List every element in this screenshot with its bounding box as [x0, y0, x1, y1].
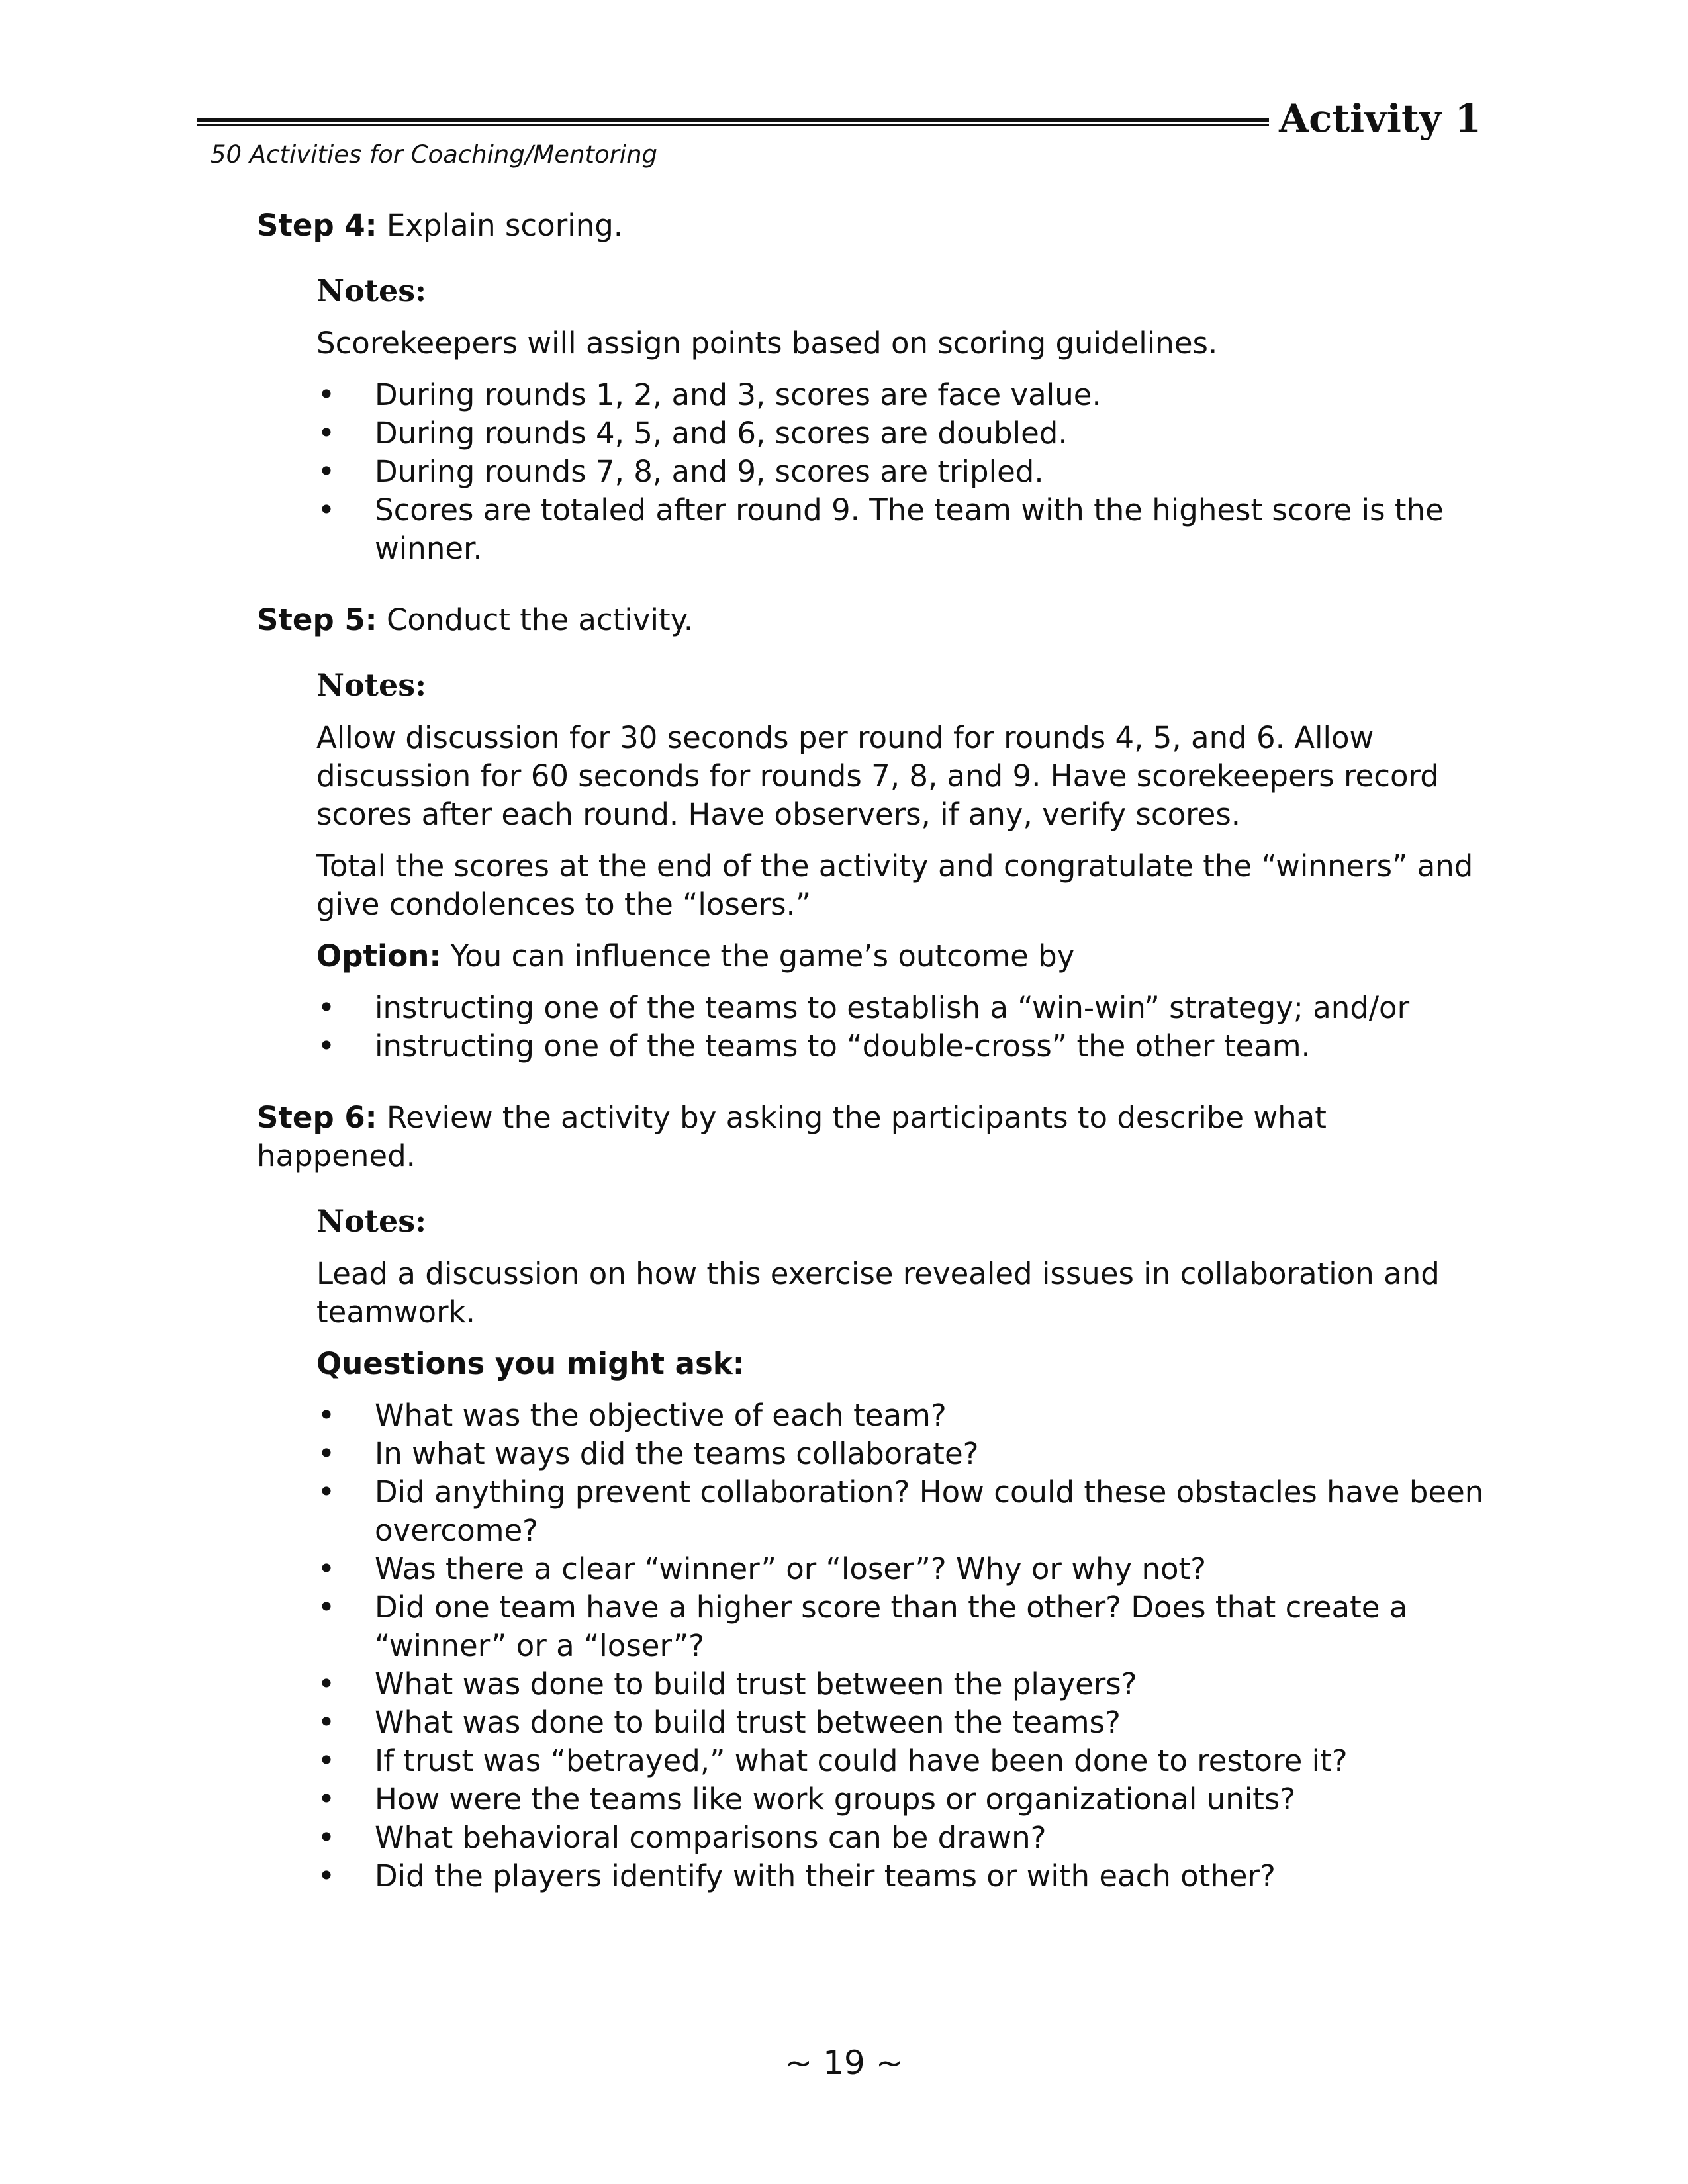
page-content	[257, 206, 1488, 1909]
step-5-label: Step 5:	[257, 602, 377, 637]
step-6-notes	[316, 1202, 1488, 1895]
step-5	[257, 601, 1488, 639]
option-label: Option:	[316, 938, 442, 974]
step-4	[257, 206, 1488, 245]
step-6-notes-heading: Notes:	[316, 1203, 427, 1239]
list-item: • During rounds 1, 2, and 3, scores are face value.	[317, 377, 1102, 412]
list-item: • Was there a clear “winner” or “loser”? Why or why not?	[317, 1551, 1207, 1586]
step-5-bullet-list	[316, 989, 1488, 1066]
list-item: • Did anything prevent collaboration? How could these obstacles have been overcome?	[317, 1475, 1484, 1548]
step-4-bullet-list	[316, 376, 1488, 568]
page-number: ~ 19 ~	[784, 2044, 904, 2082]
list-item: • Scores are totaled after round 9. The team with the highest score is the winner.	[317, 492, 1444, 566]
list-item: • instructing one of the teams to establish a “win-win” strategy; and/or	[317, 990, 1410, 1025]
step-4-text: Explain scoring.	[386, 208, 624, 243]
step-4-notes	[316, 271, 1488, 568]
step-4-notes-heading: Notes:	[316, 273, 427, 308]
list-item: • What behavioral comparisons can be drawn?	[317, 1820, 1047, 1855]
list-item: • During rounds 7, 8, and 9, scores are tripled.	[317, 454, 1044, 489]
step-4-intro: Scorekeepers will assign points based on scoring guidelines.	[316, 326, 1218, 361]
list-item: • During rounds 4, 5, and 6, scores are doubled.	[317, 416, 1068, 451]
list-item: • instructing one of the teams to “double-cross” the other team.	[317, 1028, 1311, 1064]
list-item: • In what ways did the teams collaborate?	[317, 1436, 979, 1471]
questions-heading: Questions you might ask:	[316, 1346, 745, 1381]
book-title: 50 Activities for Coaching/Mentoring	[211, 140, 658, 169]
step-5-text: Conduct the activity.	[386, 602, 694, 637]
list-item: • What was the objective of each team?	[317, 1398, 947, 1433]
header-rule	[197, 118, 1269, 126]
step-6-question-list	[316, 1396, 1488, 1895]
step-5-notes	[316, 666, 1488, 1066]
step-4-label: Step 4:	[257, 208, 377, 243]
list-item: • What was done to build trust between the teams?	[317, 1705, 1121, 1740]
list-item: • What was done to build trust between the players?	[317, 1666, 1137, 1702]
step-6-para-1: Lead a discussion on how this exercise revealed issues in collaboration and teamwork.	[316, 1256, 1440, 1330]
option-text: You can influence the game’s outcome by	[450, 938, 1075, 974]
step-5-para-2: Total the scores at the end of the activity and congratulate the “winners” and give condolences to the “losers.”	[316, 848, 1474, 922]
step-6	[257, 1099, 1488, 1175]
list-item: • If trust was “betrayed,” what could have been done to restore it?	[317, 1743, 1348, 1778]
activity-title: Activity 1	[1279, 96, 1481, 141]
step-6-text: Review the activity by asking the participants to describe what happened.	[257, 1100, 1327, 1173]
list-item: • How were the teams like work groups or organizational units?	[317, 1782, 1296, 1817]
list-item: • Did the players identify with their teams or with each other?	[317, 1858, 1276, 1893]
step-5-para-1: Allow discussion for 30 seconds per round for rounds 4, 5, and 6. Allow discussion for 60 seconds for rounds 7, 8, and 9. Have scorekeepers record scores after each round. Have observers, if any, verify scores.	[316, 720, 1439, 832]
step-5-option	[316, 937, 1488, 976]
step-6-label: Step 6:	[257, 1100, 377, 1135]
list-item: • Did one team have a higher score than the other? Does that create a “winner” or a “loser”?	[317, 1590, 1408, 1663]
step-5-notes-heading: Notes:	[316, 667, 427, 703]
